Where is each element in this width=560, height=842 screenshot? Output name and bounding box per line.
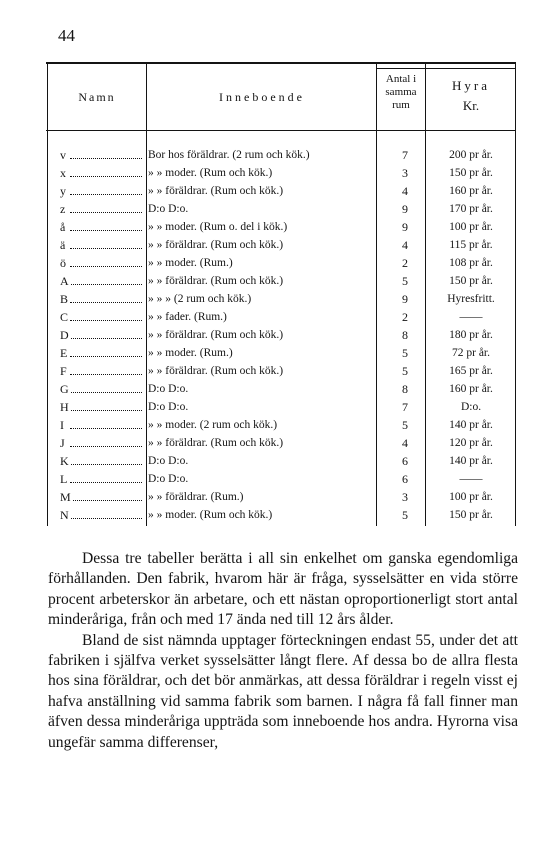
- leader-dots: [70, 428, 142, 429]
- row-inneboende: » » moder. (Rum och kök.): [148, 509, 273, 521]
- row-name: [60, 434, 144, 452]
- page-number: 44: [58, 26, 75, 45]
- table-row: [0, 308, 560, 326]
- row-inneboende: » » moder. (Rum o. del i kök.): [148, 221, 288, 233]
- header-antal-line1: Antal i: [385, 73, 417, 85]
- row-name: [60, 182, 144, 200]
- row-antal: 8: [402, 382, 408, 396]
- row-name-label: y: [60, 184, 66, 198]
- row-name: [60, 236, 144, 254]
- row-name-label: C: [60, 310, 69, 324]
- header-hyra-line1: Hyra: [452, 78, 490, 93]
- table-row: [0, 488, 560, 506]
- row-hyra: 200 pr år.: [449, 149, 493, 161]
- leader-dots: [70, 194, 142, 195]
- row-name-label: A: [60, 274, 69, 288]
- row-name: [60, 506, 144, 524]
- table-row: [0, 164, 560, 182]
- row-antal: 7: [402, 400, 408, 414]
- row-antal: 5: [402, 346, 408, 360]
- table-row: [0, 380, 560, 398]
- leader-dots: [70, 158, 142, 159]
- row-hyra: 150 pr år.: [449, 167, 493, 179]
- leader-dots: [70, 176, 142, 177]
- row-antal: 3: [402, 490, 408, 504]
- row-antal: 9: [402, 292, 408, 306]
- leader-dots: [70, 266, 142, 267]
- header-antal: [377, 73, 425, 112]
- row-inneboende: » » föräldrar. (Rum och kök.): [148, 185, 284, 197]
- row-inneboende: » » moder. (Rum.): [148, 347, 233, 359]
- row-inneboende: » » föräldrar. (Rum och kök.): [148, 329, 284, 341]
- row-name: [60, 200, 144, 218]
- row-name: [60, 218, 144, 236]
- row-antal: 5: [402, 418, 408, 432]
- row-antal: 5: [402, 508, 408, 522]
- leader-dots: [70, 230, 142, 231]
- row-antal: 6: [402, 454, 408, 468]
- table-header-bottom-rule: [46, 130, 516, 131]
- leader-dots: [70, 500, 142, 501]
- paragraph-2: Bland de sist nämnda upptager förteckningen endast 55, under det att fabriken i själfva verket sysselsätter långt flere. Af dessa bo de allra flesta hos sina föräldrar, och det bör anmärkas, att dessa föräldrar i regeln visst ej hafva anställning vid samma fabrik som barnen. I några få fall finner man äfven dessa minderåriga uppträda som inneboende hos andra. Hyrorna visa ungefär samma differenser,: [48, 631, 518, 751]
- table-row: [0, 344, 560, 362]
- header-name: Namn: [78, 90, 116, 104]
- table-row: [0, 398, 560, 416]
- row-hyra: 108 pr år.: [449, 257, 493, 269]
- table-header-inner-rule: [376, 68, 516, 69]
- row-name-label: G: [60, 382, 69, 396]
- row-name-label: B: [60, 292, 69, 306]
- row-name-label: å: [60, 220, 66, 234]
- row-antal: 5: [402, 364, 408, 378]
- leader-dots: [70, 374, 142, 375]
- row-antal: 3: [402, 166, 408, 180]
- row-name-label: E: [60, 346, 68, 360]
- row-inneboende: » » föräldrar. (Rum och kök.): [148, 437, 284, 449]
- table-row: [0, 182, 560, 200]
- row-inneboende: D:o D:o.: [148, 203, 189, 215]
- row-name: [60, 164, 144, 182]
- row-hyra: 100 pr år.: [449, 491, 493, 503]
- row-hyra: 72 pr år.: [451, 347, 490, 359]
- leader-dots: [70, 518, 142, 519]
- leader-dots: [70, 356, 142, 357]
- row-name: [60, 254, 144, 272]
- row-name-label: H: [60, 400, 69, 414]
- row-antal: 4: [402, 436, 408, 450]
- leader-dots: [70, 284, 142, 285]
- table-row: [0, 218, 560, 236]
- row-inneboende: » » moder. (2 rum och kök.): [148, 419, 278, 431]
- row-name-label: F: [60, 364, 67, 378]
- row-antal: 2: [402, 310, 408, 324]
- row-name-label: K: [60, 454, 69, 468]
- row-name-label: z: [60, 202, 66, 216]
- row-hyra: 115 pr år.: [449, 239, 493, 251]
- table-row: [0, 236, 560, 254]
- leader-dots: [70, 302, 142, 303]
- row-inneboende: » » föräldrar. (Rum.): [148, 491, 244, 503]
- leader-dots: [70, 446, 142, 447]
- leader-dots: [70, 482, 142, 483]
- row-name-label: ö: [60, 256, 66, 270]
- row-antal: 5: [402, 274, 408, 288]
- table-row: [0, 506, 560, 524]
- row-inneboende: » » moder. (Rum.): [148, 257, 233, 269]
- row-hyra: 150 pr år.: [449, 509, 493, 521]
- table-row: [0, 326, 560, 344]
- row-inneboende: » » » (2 rum och kök.): [148, 293, 252, 305]
- row-name-label: L: [60, 472, 68, 486]
- row-antal: 7: [402, 148, 408, 162]
- row-inneboende: » » föräldrar. (Rum och kök.): [148, 239, 284, 251]
- row-antal: 4: [402, 238, 408, 252]
- row-antal: 6: [402, 472, 408, 486]
- body-text: [48, 549, 518, 753]
- row-inneboende: » » moder. (Rum och kök.): [148, 167, 273, 179]
- row-antal: 9: [402, 202, 408, 216]
- row-inneboende: D:o D:o.: [148, 383, 189, 395]
- table-row: [0, 254, 560, 272]
- header-antal-line3: rum: [392, 99, 410, 111]
- row-name: [60, 344, 144, 362]
- row-name: [60, 146, 144, 164]
- table-row: [0, 470, 560, 488]
- row-inneboende: » » fader. (Rum.): [148, 311, 227, 323]
- row-name-label: I: [60, 418, 64, 432]
- paragraph-1: Dessa tre tabeller berätta i all sin enkelhet om ganska egendomliga förhållanden. Den fabrik, hvarom här är fråga, sysselsätter en vida större procent arbeterskor än arbetare, och ett nästan oproportionerligt stort antal minderåriga, från och med 17 ända ned till 12 års ålder.: [48, 550, 518, 629]
- table-row: [0, 416, 560, 434]
- row-name-label: x: [60, 166, 66, 180]
- leader-dots: [70, 320, 142, 321]
- row-hyra: ——: [459, 311, 483, 323]
- row-hyra: 140 pr år.: [449, 419, 493, 431]
- row-inneboende: Bor hos föräldrar. (2 rum och kök.): [148, 149, 310, 161]
- table-row: [0, 272, 560, 290]
- row-name: [60, 362, 144, 380]
- row-hyra: 160 pr år.: [449, 185, 493, 197]
- row-hyra: Hyresfritt.: [447, 293, 495, 305]
- row-hyra: 180 pr år.: [449, 329, 493, 341]
- row-name-label: D: [60, 328, 69, 342]
- row-hyra: 120 pr år.: [449, 437, 493, 449]
- table-row: [0, 290, 560, 308]
- table-row: [0, 452, 560, 470]
- row-antal: 2: [402, 256, 408, 270]
- row-hyra: 140 pr år.: [449, 455, 493, 467]
- row-name-label: N: [60, 508, 69, 522]
- row-name: [60, 326, 144, 344]
- leader-dots: [70, 464, 142, 465]
- row-name: [60, 470, 144, 488]
- row-name: [60, 308, 144, 326]
- table-row: [0, 434, 560, 452]
- row-name: [60, 290, 144, 308]
- row-name-label: v: [60, 148, 66, 162]
- row-hyra: 150 pr år.: [449, 275, 493, 287]
- row-antal: 9: [402, 220, 408, 234]
- row-name: [60, 452, 144, 470]
- row-inneboende: » » föräldrar. (Rum och kök.): [148, 365, 284, 377]
- row-name-label: J: [60, 436, 65, 450]
- row-antal: 8: [402, 328, 408, 342]
- row-inneboende: D:o D:o.: [148, 455, 189, 467]
- row-name: [60, 398, 144, 416]
- header-hyra-line2: Kr.: [462, 98, 480, 113]
- header-inneboende: Inneboende: [219, 90, 305, 104]
- row-hyra: 160 pr år.: [449, 383, 493, 395]
- row-name: [60, 416, 144, 434]
- row-hyra: 100 pr år.: [449, 221, 493, 233]
- leader-dots: [70, 410, 142, 411]
- row-hyra: ——: [459, 473, 483, 485]
- table-row: [0, 200, 560, 218]
- row-inneboende: D:o D:o.: [148, 401, 189, 413]
- leader-dots: [70, 212, 142, 213]
- table-row: [0, 146, 560, 164]
- leader-dots: [70, 392, 142, 393]
- row-name: [60, 488, 144, 506]
- row-inneboende: » » föräldrar. (Rum och kök.): [148, 275, 284, 287]
- header-antal-line2: samma: [385, 86, 417, 98]
- row-hyra: D:o.: [460, 401, 482, 413]
- header-hyra: [426, 76, 516, 116]
- row-inneboende: D:o D:o.: [148, 473, 189, 485]
- row-name: [60, 272, 144, 290]
- row-name-label: M: [60, 490, 71, 504]
- leader-dots: [70, 338, 142, 339]
- row-hyra: 170 pr år.: [449, 203, 493, 215]
- row-hyra: 165 pr år.: [449, 365, 493, 377]
- leader-dots: [70, 248, 142, 249]
- table-top-rule: [46, 62, 516, 64]
- row-name-label: ä: [60, 238, 66, 252]
- row-antal: 4: [402, 184, 408, 198]
- row-name: [60, 380, 144, 398]
- table-row: [0, 362, 560, 380]
